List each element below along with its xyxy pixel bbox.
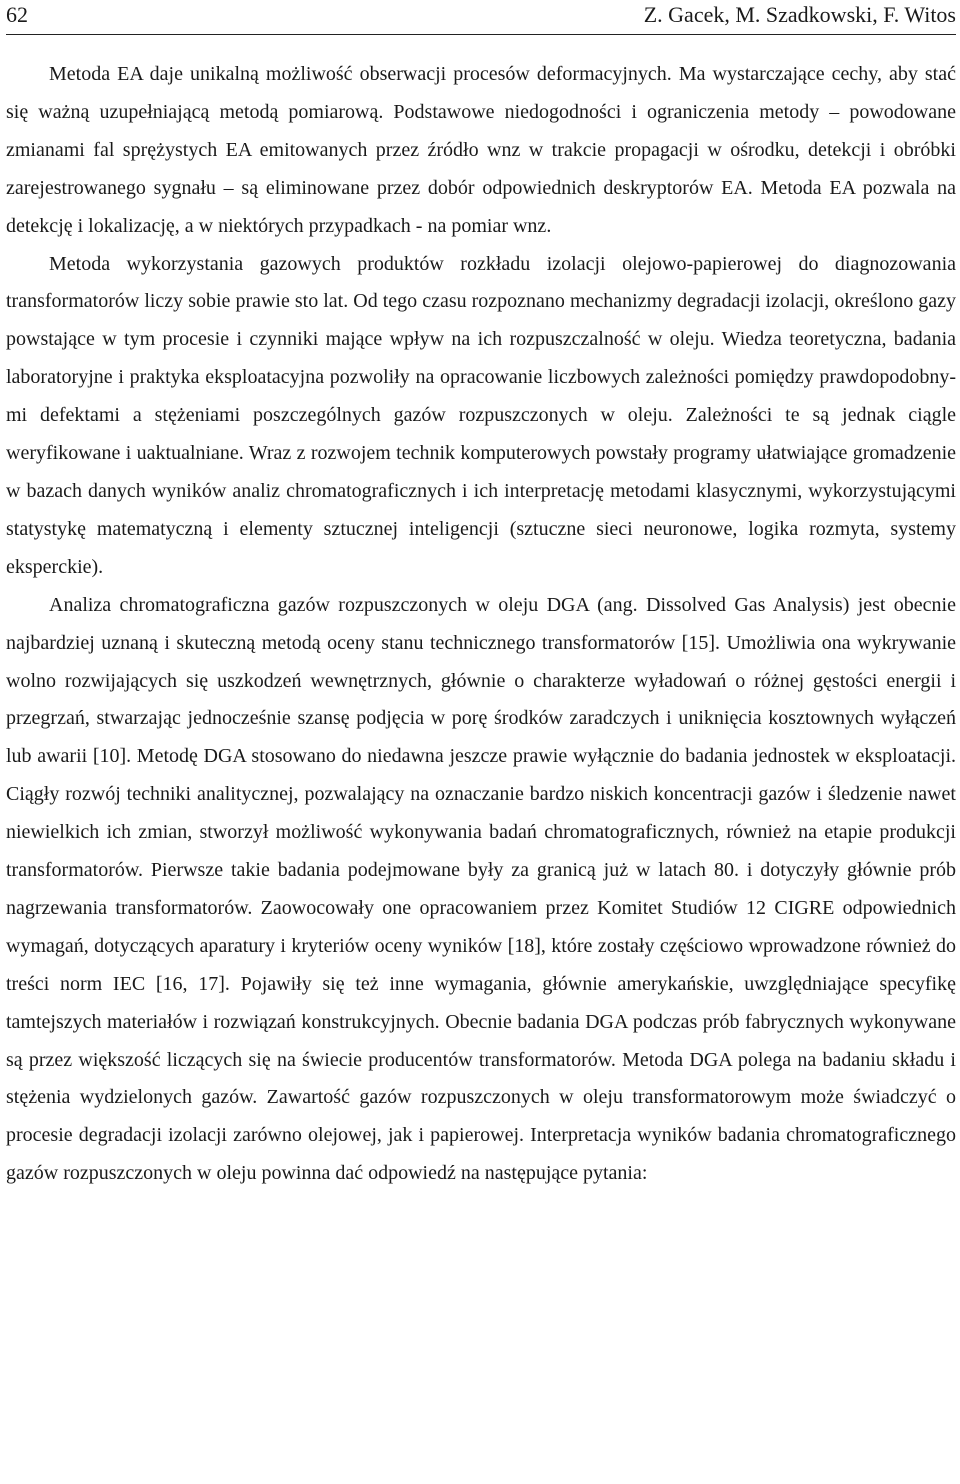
page-number: 62 [6, 2, 28, 27]
paragraph-acoustic-emission: Metoda EA daje unikalną możliwość obserwacji procesów deformacyjnych. Ma wystarczające cechy, aby stać się ważną uzupełniającą metodą pomiarową. Podstawowe niedogodności i ograniczenia metody – powodowane zmianami fal sprężystych EA emitowanych przez źródło wnz w trakcie propagacji w ośrodku, detekcji i obróbki zarejestrowanego sygnału – są eliminowane przez dobór odpowiednich deskryptorów EA. Metoda EA pozwala na detekcję i lokalizację, a w niektórych przypadkach - na pomiar wnz. [6, 63, 956, 237]
header-authors: Z. Gacek, M. Szadkowski, F. Witos [643, 2, 956, 27]
paragraph-gas-products-method: Metoda wykorzystania gazowych produktów rozkładu izolacji olejowo-papierowej do diagnozowania transformatorów liczy sobie prawie sto lat. Od tego czasu rozpoznano mechanizmy degradacji izolacji, określono gazy powstające w tym procesie i czynniki mające wpływ na ich rozpuszczalność w oleju. Wiedza teoretyczna, badania laboratoryjne i praktyka eksploatacyjna pozwoliły na opracowanie liczbowych zależności pomiędzy prawdopodobnymi defektami a stężeniami poszczególnych gazów rozpuszczonych w oleju. Zależności te są jednak ciągle weryfikowane i uaktualniane. Wraz z rozwojem technik komputerowych powstały programy ułatwiające gromadzenie w bazach danych wyników analiz chromatograficznych i ich interpretację metodami klasycznymi, wykorzystującymi statystykę matematyczną i elementy sztucznej inteligencji (sztuczne sieci neuronowe, logika rozmyta, systemy eksperckie). [6, 252, 956, 578]
body-text [6, 56, 956, 1193]
paragraph-dga-analysis: Analiza chromatograficzna gazów rozpuszczonych w oleju DGA (ang. Dissolved Gas Analysis) jest obecnie najbardziej uznaną i skuteczną metodą oceny stanu technicznego transformatorów [15]. Umożliwia ona wykrywanie wolno rozwijających się uszkodzeń wewnętrznych, głównie o charakterze wyładowań o różnej gęstości energii i przegrzań, stwarzając jednocześnie szansę podjęcia w porę środków zaradczych i uniknięcia kosztownych wyłączeń lub awarii [10]. Metodę DGA stosowano do niedawna jeszcze prawie wyłącznie do badania jednostek w eksploatacji. Ciągły rozwój techniki analitycznej, pozwalający na oznaczanie bardzo niskich koncentracji gazów i śledzenie nawet niewielkich ich zmian, stworzył możliwość wykonywania badań chromatograficznych, również na etapie produkcji transformatorów. Pierwsze takie badania podejmowane były za granicą już w latach 80. i dotyczyły głównie prób nagrzewania transformatorów. Zaowocowały one opracowaniem przez Komitet Studiów 12 CIGRE odpowiednich wymagań, dotyczących aparatury i kryteriów oceny wyników [18], które zostały częściowo wprowadzone również do treści norm IEC [16, 17]. Pojawiły się też inne wymagania, głównie amerykańskie, uwzględniające specyfikę tamtejszych materiałów i rozwiązań konstrukcyjnych. Obecnie badania DGA podczas prób fabrycznych wykonywane są przez większość liczących się na świecie producentów transformatorów. Metoda DGA polega na badaniu składu i stężenia wydzielonych gazów. Zawartość gazów rozpuszczonych w oleju transformatorowym może świadczyć o procesie degradacji izolacji zarówno olejowej, jak i papierowej. Interpretacja wyników badania chromatograficznego gazów rozpuszczonych w oleju powinna dać odpowiedź na następujące pytania: [6, 593, 956, 1185]
running-header [6, 0, 956, 35]
document-page [6, 0, 956, 1484]
